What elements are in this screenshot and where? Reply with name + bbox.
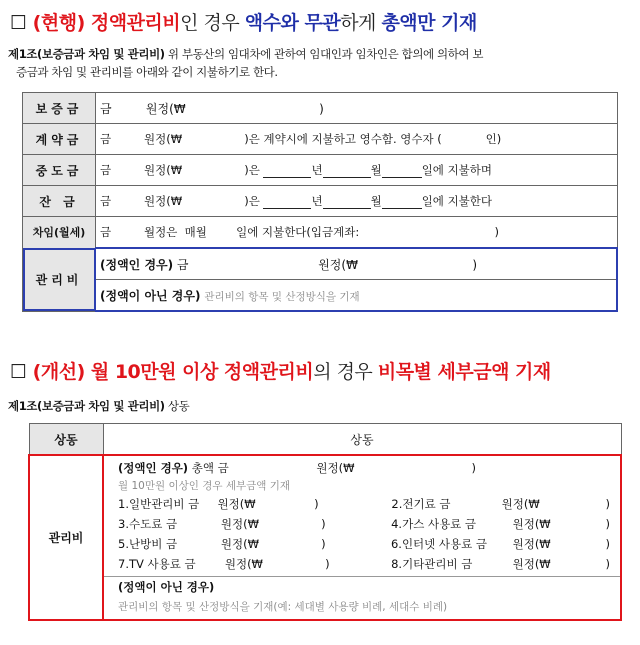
mgmt-row-nonfixed bbox=[23, 280, 618, 312]
heading-improved-label: (개선) 월 10만원 이상 정액관리비 bbox=[32, 361, 314, 383]
item-right[interactable]: 4.가스 사용료 금 원정(₩ ) bbox=[391, 517, 610, 531]
row-value[interactable]: 금 원정(₩ ) bbox=[96, 93, 618, 124]
clause-text: 상동 bbox=[164, 399, 190, 413]
table-row bbox=[23, 124, 618, 155]
clause-text: 증금과 차임 및 관리비를 아래와 같이 지불하기로 한다. bbox=[16, 65, 278, 79]
clause-title: 제1조(보증금과 차임 및 관리비) bbox=[8, 399, 165, 413]
row-value[interactable] bbox=[96, 155, 618, 186]
mgmt-fixed-cell[interactable] bbox=[96, 248, 618, 280]
year-label: 년 bbox=[311, 163, 323, 177]
item-left[interactable]: 7.TV 사용료 금 원정(₩ ) bbox=[118, 557, 330, 571]
table-row bbox=[23, 155, 618, 186]
row-label: 중도금 bbox=[23, 155, 96, 186]
blank-line[interactable] bbox=[323, 195, 371, 209]
mgmt-fixed-text: 금 원정(₩ ) bbox=[173, 257, 478, 272]
row-label: 잔 금 bbox=[23, 186, 96, 217]
item-row bbox=[118, 554, 610, 574]
heading-emphasis: 액수와 무관 bbox=[244, 12, 341, 34]
nonfixed-hint: 관리비의 항목 및 산정방식을 기재(예: 세대별 사용량 비례, 세대수 비례) bbox=[118, 601, 448, 613]
fixed-text: 총액 금 원정(₩ ) bbox=[188, 461, 476, 475]
section2-heading bbox=[10, 357, 551, 384]
day-label: 일에 지불한다 bbox=[421, 194, 493, 208]
mgmt-nonfixed-hint: 관리비의 항목 및 산정방식을 기재 bbox=[204, 290, 360, 303]
blank-line[interactable] bbox=[382, 164, 422, 178]
table-row bbox=[23, 93, 618, 124]
item-row bbox=[118, 514, 610, 534]
improved-table bbox=[28, 423, 622, 621]
header-right: 상동 bbox=[103, 424, 621, 456]
header-left: 상동 bbox=[29, 424, 103, 456]
mgmt-nonfixed-cell[interactable] bbox=[96, 280, 618, 312]
row-label: 보증금 bbox=[23, 93, 96, 124]
clause2-paragraph bbox=[8, 397, 189, 415]
section1-heading bbox=[10, 8, 477, 35]
nonfixed-label: (정액이 아닌 경우) bbox=[118, 580, 215, 594]
day-label: 일에 지불하며 bbox=[421, 163, 493, 177]
mgmt-row-fixed bbox=[23, 248, 618, 280]
month-label: 월 bbox=[370, 163, 382, 177]
item-row bbox=[118, 534, 610, 554]
row-text: 금 원정(₩ )은 bbox=[100, 163, 260, 177]
table-row bbox=[23, 217, 618, 249]
row-text: 금 원정(₩ )은 bbox=[100, 194, 260, 208]
mgmt-detail-cell bbox=[103, 455, 621, 620]
item-left[interactable]: 1.일반관리비 금 원정(₩ ) bbox=[118, 497, 319, 511]
blank-line[interactable] bbox=[263, 195, 311, 209]
item-right[interactable]: 8.기타관리비 금 원정(₩ ) bbox=[391, 557, 610, 571]
row-value[interactable]: 금 원정(₩ )은 계약시에 지불하고 영수함. 영수자 ( 인) bbox=[96, 124, 618, 155]
clause-paragraph bbox=[8, 45, 632, 81]
checkbox-glyph[interactable]: ☐ bbox=[10, 12, 27, 34]
mgmt-label: 관리비 bbox=[29, 455, 103, 620]
heading-emphasis: 총액만 기재 bbox=[381, 12, 477, 34]
mgmt-fixed-label: (정액인 경우) bbox=[100, 257, 174, 272]
clause-title: 제1조(보증금과 차임 및 관리비) bbox=[8, 47, 165, 61]
heading-text: 인 경우 bbox=[180, 12, 245, 34]
row-value[interactable] bbox=[96, 186, 618, 217]
mgmt-detail-row bbox=[29, 455, 621, 620]
item-right[interactable]: 2.전기료 금 원정(₩ ) bbox=[391, 497, 610, 511]
detail-note: 월 10만원 이상인 경우 세부금액 기재 bbox=[118, 480, 291, 492]
item-row bbox=[118, 494, 610, 514]
fixed-line[interactable] bbox=[118, 458, 610, 478]
table-row bbox=[23, 186, 618, 217]
item-left[interactable]: 5.난방비 금 원정(₩ ) bbox=[118, 537, 326, 551]
heading-text: 하게 bbox=[340, 12, 382, 34]
item-left[interactable]: 3.수도료 금 원정(₩ ) bbox=[118, 517, 326, 531]
blank-line[interactable] bbox=[382, 195, 422, 209]
row-label: 차임(월세) bbox=[23, 217, 96, 249]
heading-emphasis: 비목별 세부금액 기재 bbox=[377, 361, 551, 383]
row-value[interactable]: 금 월정은 매월 일에 지불한다(입금계좌: ) bbox=[96, 217, 618, 249]
checkbox-glyph[interactable]: ☐ bbox=[10, 361, 27, 383]
fixed-label: (정액인 경우) bbox=[118, 461, 189, 475]
table-header-row bbox=[29, 424, 621, 456]
mgmt-nonfixed-label: (정액이 아닌 경우) bbox=[100, 288, 201, 303]
item-right[interactable]: 6.인터넷 사용료 금 원정(₩ ) bbox=[390, 537, 610, 551]
row-label: 계약금 bbox=[23, 124, 96, 155]
heading-current-label: (현행) 정액관리비 bbox=[32, 12, 181, 34]
heading-text: 의 경우 bbox=[313, 361, 378, 383]
month-label: 월 bbox=[370, 194, 382, 208]
mgmt-label: 관리비 bbox=[23, 248, 96, 311]
clause-text: 위 부동산의 임대차에 관하여 임대인과 임차인은 합의에 의하여 보 bbox=[164, 47, 484, 61]
payment-table bbox=[22, 92, 618, 312]
nonfixed-section[interactable] bbox=[104, 576, 620, 617]
year-label: 년 bbox=[311, 194, 323, 208]
blank-line[interactable] bbox=[323, 164, 371, 178]
blank-line[interactable] bbox=[263, 164, 311, 178]
